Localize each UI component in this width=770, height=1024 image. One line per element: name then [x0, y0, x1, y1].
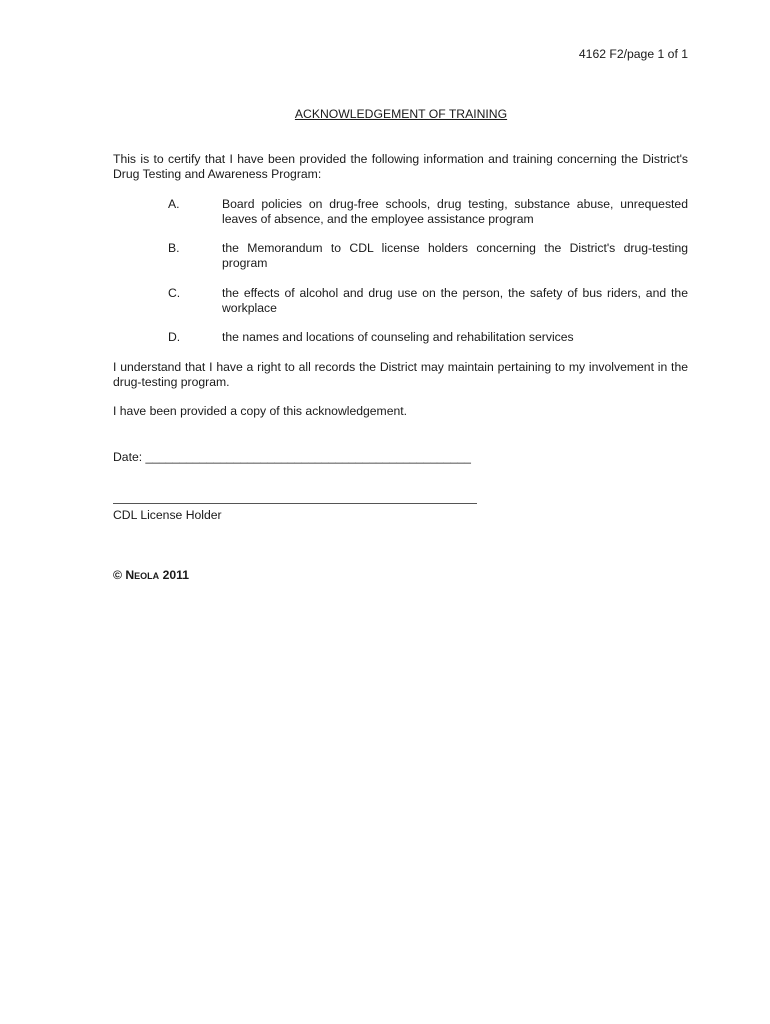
list-item	[113, 241, 688, 271]
signature-line[interactable]	[113, 495, 477, 504]
signature-label: CDL License Holder	[113, 508, 222, 522]
document-title: ACKNOWLEDGEMENT OF TRAINING	[294, 107, 508, 121]
list-item-letter: C.	[168, 286, 181, 300]
list-item-text: Board policies on drug-free schools, drug testing, substance abuse, unrequested leaves of absence, and the employee assistance program	[222, 197, 688, 226]
intro-paragraph: This is to certify that I have been provided the following information and training concerning the District's Drug Testing and Awareness Program:	[113, 152, 688, 181]
copy-paragraph: I have been provided a copy of this acknowledgement.	[113, 404, 408, 418]
records-paragraph: I understand that I have a right to all records the District may maintain pertaining to my involvement in the drug-testing program.	[113, 360, 688, 389]
copyright-brand: Neola	[125, 568, 160, 582]
list-item-letter: D.	[168, 330, 181, 344]
copyright-year: 2011	[162, 568, 190, 582]
copyright-notice	[113, 568, 189, 583]
list-item	[113, 286, 688, 316]
list-item-text: the effects of alcohol and drug use on the person, the safety of bus riders, and the workplace	[222, 286, 688, 315]
list-item	[113, 330, 688, 345]
list-item-text: the names and locations of counseling and rehabilitation services	[222, 330, 574, 344]
page-number: 4162 F2/page 1 of 1	[578, 47, 688, 61]
list-item-letter: A.	[168, 197, 180, 211]
list-item	[113, 197, 688, 227]
copyright-symbol: ©	[113, 568, 122, 582]
list-item-text: the Memorandum to CDL license holders concerning the District's drug-testing program	[222, 241, 688, 270]
date-field[interactable]: Date: ________________________________________________	[113, 450, 471, 464]
list-item-letter: B.	[168, 241, 180, 255]
